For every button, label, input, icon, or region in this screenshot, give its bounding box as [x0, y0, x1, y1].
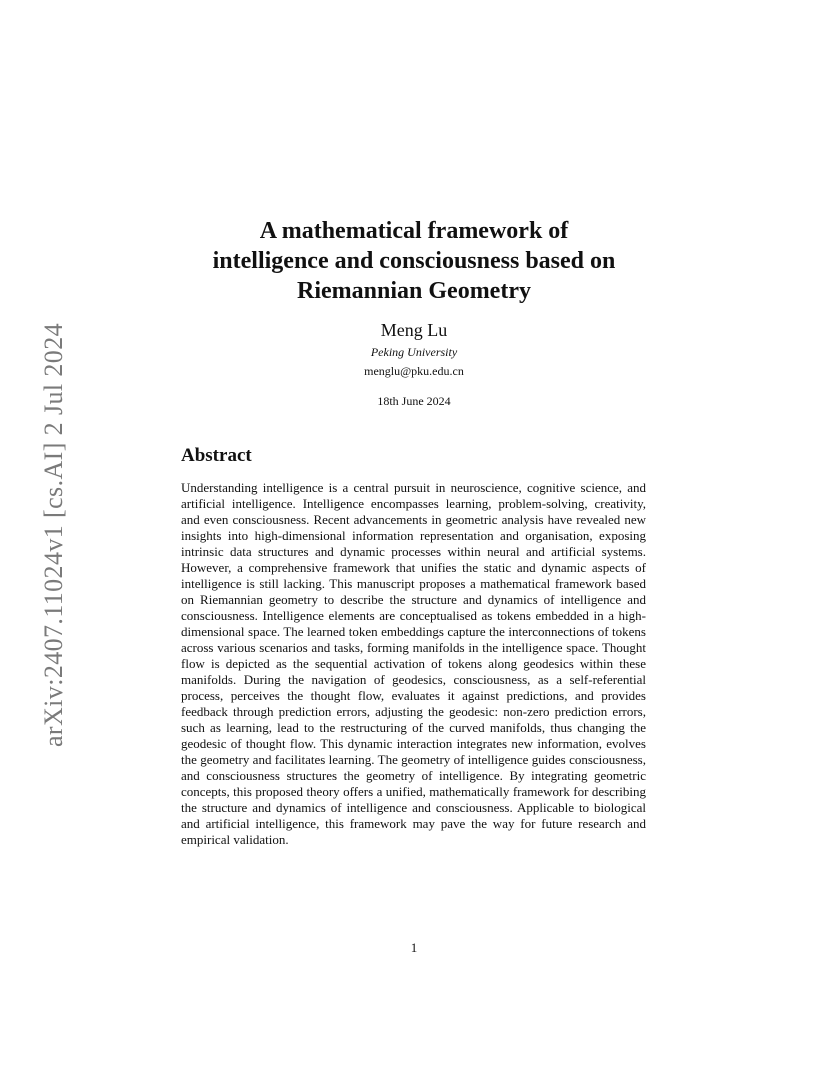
- abstract-body: Understanding intelligence is a central pursuit in neuroscience, cognitive science, and artificial intelligence. Intelligence encompasses learning, problem-solving, creativity, and even consciousness. Recent advancements in geometric analysis have revealed new insights into high-dimensional information representation and organisation, exposing intrinsic data structures and dynamic processes within neural and artificial systems. However, a comprehensive framework that unifies the static and dynamic aspects of intelligence is still lacking. This manuscript proposes a mathematical framework based on Riemannian geometry to describe the structure and dynamics of intelligence and consciousness. Intelligence elements are conceptualised as tokens embedded in a high-dimensional space. The learned token embeddings capture the interconnections of tokens across various scenarios and tasks, forming manifolds in the intelligence space. Thought flow is depicted as the sequential activation of tokens along geodesics within these manifolds. During the navigation of geodesics, consciousness, as a self-referential process, perceives the thought flow, evaluates it against predictions, and provides feedback through prediction errors, adjusting the geodesic: non-zero prediction errors, such as learning, lead to the restructuring of the curved manifolds, thus changing the geodesic of thought flow. This dynamic interaction integrates new information, evolves the geometry and facilitates learning. The geometry of intelligence guides consciousness, and consciousness structures the geometry of intelligence. By integrating geometric concepts, this proposed theory offers a unified, mathematically framework for describing the structure and dynamics of intelligence and consciousness. Applicable to biological and artificial intelligence, this framework may pave the way for future research and empirical validation.: [181, 480, 646, 847]
- paper-date: 18th June 2024: [377, 394, 451, 408]
- author-email: menglu@pku.edu.cn: [364, 364, 464, 378]
- title-line-1: A mathematical framework of: [259, 218, 569, 244]
- arxiv-identifier: arXiv:2407.11024v1 [cs.AI] 2 Jul 2024: [39, 322, 68, 748]
- page-number: 1: [410, 940, 418, 955]
- author-name: Meng Lu: [380, 320, 448, 340]
- abstract-heading: Abstract: [181, 445, 252, 466]
- author-affiliation: Peking University: [370, 345, 458, 359]
- title-line-3: Riemannian Geometry: [297, 278, 531, 304]
- title-line-2: intelligence and consciousness based on: [212, 248, 616, 274]
- paper-title: [0, 216, 828, 306]
